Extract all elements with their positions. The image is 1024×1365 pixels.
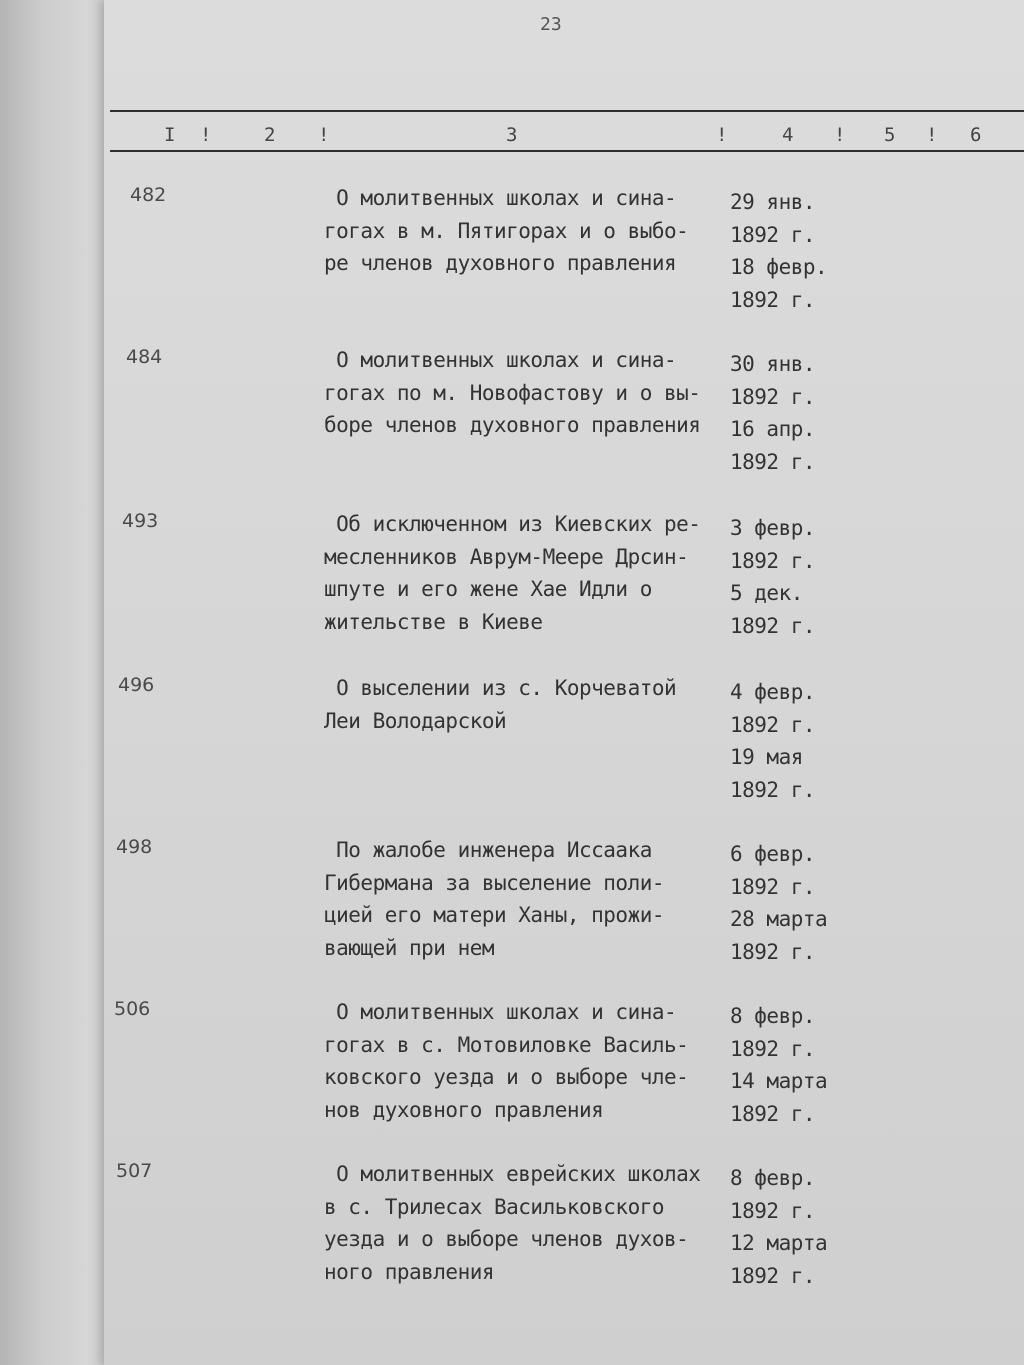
book-binding	[0, 0, 108, 1365]
column-separator: !	[716, 124, 728, 146]
record-date-line: 1892 г.	[730, 548, 816, 573]
column-separator: !	[834, 124, 846, 146]
column-header-2: 2	[264, 124, 276, 146]
record-number: 496	[118, 674, 155, 696]
record-date-line: 16 апр.	[730, 417, 816, 441]
record-number: 484	[126, 346, 163, 368]
record-description-line: в с. Трилесах Васильковского	[324, 1194, 665, 1219]
header-top-rule	[110, 110, 1024, 112]
record-description-line: Гибермана за выселение поли-	[324, 870, 665, 895]
record-date-line: 1892 г.	[730, 449, 816, 474]
record-date-line: 1892 г.	[730, 1036, 816, 1061]
record-date-line: 30 янв.	[730, 352, 816, 376]
record-date-line: 1892 г.	[730, 1263, 816, 1288]
header-bottom-rule	[110, 150, 1024, 152]
record-number: 498	[116, 836, 153, 858]
record-date-line: 1892 г.	[730, 1198, 816, 1223]
column-header-4: 4	[782, 124, 794, 146]
column-separator: !	[318, 124, 330, 146]
record-description-line: Леи Володарской	[324, 708, 507, 733]
record-date-line: 3 февр.	[730, 516, 816, 540]
record-description-line: О молитвенных школах и сина-	[324, 1000, 677, 1024]
record-description-line: жительстве в Киеве	[324, 609, 543, 634]
record-date-line: 1892 г.	[730, 874, 816, 899]
record-date-line: 14 марта	[730, 1069, 828, 1093]
record-date-line: 1892 г.	[730, 939, 816, 964]
record-date-line: 1892 г.	[730, 287, 816, 312]
record-date-line: 18 февр.	[730, 255, 828, 279]
record-description-line: шпуте и его жене Хае Идли о	[324, 577, 652, 601]
record-description-line: месленников Аврум-Меере Дрсин-	[324, 544, 689, 569]
record-description-line: уезда и о выборе членов духов-	[324, 1227, 689, 1251]
record-description-line: гогах в с. Мотовиловке Василь-	[324, 1032, 689, 1057]
record-description-line: ре членов духовного правления	[324, 251, 677, 275]
record-date-line: 8 февр.	[730, 1166, 816, 1190]
record-date-line: 12 марта	[730, 1231, 828, 1255]
record-number: 493	[122, 510, 159, 532]
record-description-line: нов духовного правления	[324, 1097, 604, 1122]
record-number: 507	[116, 1160, 153, 1182]
column-header-6: 6	[970, 124, 982, 146]
record-date-line: 1892 г.	[730, 222, 816, 247]
record-date-line: 8 февр.	[730, 1004, 816, 1028]
record-description-line: О молитвенных школах и сина-	[324, 186, 677, 210]
record-description-line: боре членов духовного правления	[324, 413, 701, 437]
record-description-line: вающей при нем	[324, 935, 495, 960]
record-date-line: 1892 г.	[730, 1101, 816, 1126]
column-separator: !	[926, 124, 938, 146]
record-date-line: 1892 г.	[730, 712, 816, 737]
column-separator: !	[200, 124, 212, 146]
record-description-line: гогах в м. Пятигорах и о выбо-	[324, 218, 689, 243]
record-number: 482	[130, 184, 167, 206]
record-description-line: О молитвенных школах и сина-	[324, 348, 677, 372]
record-date-line: 5 дек.	[730, 581, 803, 605]
record-description-line: цией его матери Ханы, прожи-	[324, 903, 665, 927]
record-date-line: 1892 г.	[730, 384, 816, 409]
record-date-line: 19 мая	[730, 745, 803, 769]
record-date-line: 28 марта	[730, 907, 828, 931]
record-number: 506	[114, 998, 151, 1020]
record-description-line: О молитвенных еврейских школах	[324, 1162, 701, 1186]
column-header-5: 5	[884, 124, 896, 146]
record-date-line: 4 февр.	[730, 680, 816, 704]
record-date-line: 6 февр.	[730, 842, 816, 866]
record-date-line: 1892 г.	[730, 613, 816, 638]
record-date-line: 1892 г.	[730, 777, 816, 802]
column-header-1: I	[164, 124, 176, 146]
column-header-3: 3	[506, 124, 518, 146]
page-number: 23	[540, 14, 562, 35]
record-description-line: По жалобе инженера Иссаака	[324, 838, 652, 862]
record-description-line: гогах по м. Новофастову и о вы-	[324, 380, 701, 405]
record-description-line: О выселении из с. Корчеватой	[324, 676, 677, 700]
record-description-line: ного правления	[324, 1259, 495, 1284]
record-description-line: Об исключенном из Киевских ре-	[324, 512, 701, 536]
record-description-line: ковского уезда и о выборе чле-	[324, 1065, 689, 1089]
record-date-line: 29 янв.	[730, 190, 816, 214]
